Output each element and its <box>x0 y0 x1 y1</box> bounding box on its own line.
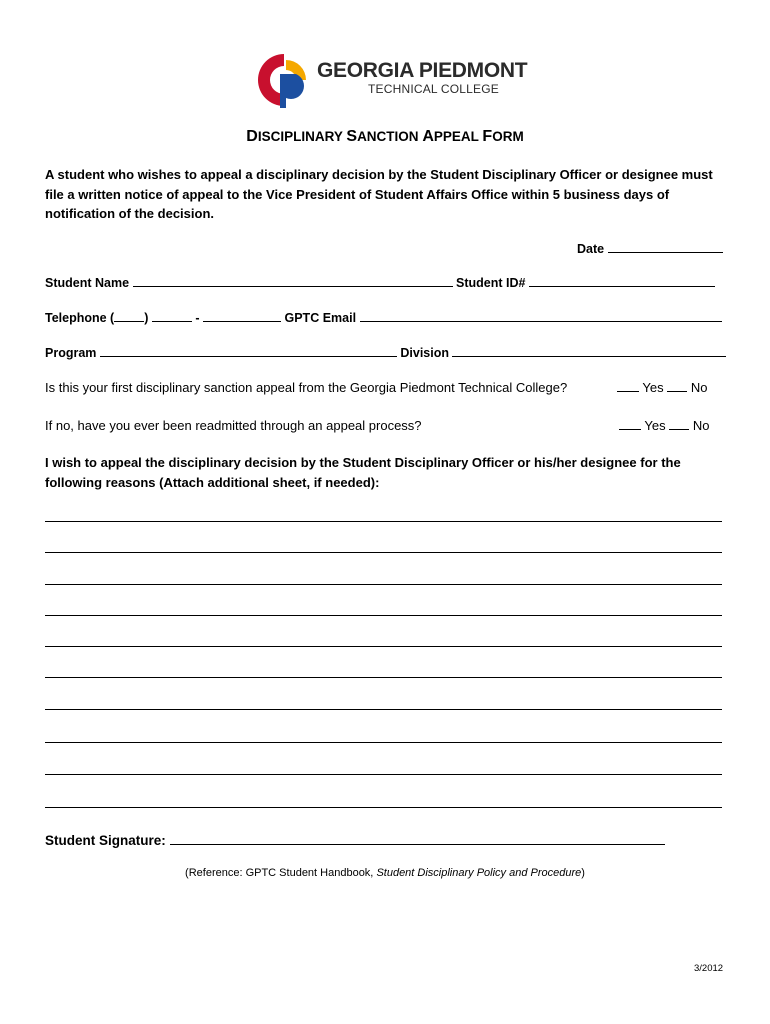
student-id-field[interactable] <box>529 275 715 287</box>
signature-label: Student Signature: <box>45 833 166 848</box>
first-appeal-yes-blank[interactable] <box>617 380 639 392</box>
readmitted-no-blank[interactable] <box>669 418 689 430</box>
reason-line[interactable] <box>45 552 722 553</box>
question-readmitted: If no, have you ever been readmitted through an appeal process? <box>45 418 422 433</box>
student-name-field[interactable] <box>133 275 453 287</box>
readmitted-yes-blank[interactable] <box>619 418 641 430</box>
date-row <box>577 241 723 256</box>
telephone-dash: - <box>195 311 200 325</box>
revision-date: 3/2012 <box>694 963 724 974</box>
reasons-heading: I wish to appeal the disciplinary decision by the Student Disciplinary Officer or his/her designee for the following reasons (Attach additional sheet, if needed): <box>45 455 681 490</box>
reason-line[interactable] <box>45 807 722 808</box>
telephone-paren: ) <box>144 311 149 325</box>
reason-line[interactable] <box>45 742 722 743</box>
email-label: GPTC Email <box>284 311 357 325</box>
telephone-row <box>45 310 722 325</box>
reference-note: (Reference: GPTC Student Handbook, Student Disciplinary Policy and Procedure) <box>185 867 585 879</box>
telephone-label: Telephone ( <box>45 311 115 325</box>
program-field[interactable] <box>100 345 397 357</box>
college-logo <box>254 50 528 110</box>
division-field[interactable] <box>452 345 726 357</box>
form-title: DISCIPLINARY SANCTION APPEAL FORM <box>246 128 524 145</box>
no-label: No <box>690 380 708 395</box>
no-label: No <box>692 418 710 433</box>
area-code-field[interactable] <box>114 310 144 322</box>
phone-line-field[interactable] <box>203 310 281 322</box>
signature-field[interactable] <box>170 832 665 845</box>
phone-prefix-field[interactable] <box>152 310 192 322</box>
division-label: Division <box>400 346 449 360</box>
reason-line[interactable] <box>45 521 722 522</box>
question-first-appeal: Is this your first disciplinary sanction appeal from the Georgia Piedmont Technical College? <box>45 380 568 395</box>
student-name-label: Student Name <box>45 276 130 290</box>
reason-line[interactable] <box>45 646 722 647</box>
readmitted-options <box>619 418 709 433</box>
date-label: Date <box>577 242 605 256</box>
college-logo-icon <box>254 50 314 110</box>
reason-line[interactable] <box>45 709 722 710</box>
first-appeal-options <box>617 380 707 395</box>
logo-subtitle: TECHNICAL COLLEGE <box>368 82 499 96</box>
logo-name: GEORGIA PIEDMONT <box>317 59 528 82</box>
date-field[interactable] <box>608 241 723 253</box>
reason-line[interactable] <box>45 774 722 775</box>
reason-line[interactable] <box>45 615 722 616</box>
signature-row <box>45 832 665 848</box>
yes-label: Yes <box>644 418 666 433</box>
program-row <box>45 345 726 360</box>
student-name-row <box>45 275 715 290</box>
intro-paragraph: A student who wishes to appeal a disciplinary decision by the Student Disciplinary Officer or designee must file a written notice of appeal to the Vice President of Student Affairs Office within 5 business days of notification of the decision. <box>45 167 713 221</box>
reason-line[interactable] <box>45 677 722 678</box>
student-id-label: Student ID# <box>456 276 526 290</box>
reason-line[interactable] <box>45 584 722 585</box>
email-field[interactable] <box>360 310 722 322</box>
first-appeal-no-blank[interactable] <box>667 380 687 392</box>
program-label: Program <box>45 346 97 360</box>
yes-label: Yes <box>642 380 664 395</box>
